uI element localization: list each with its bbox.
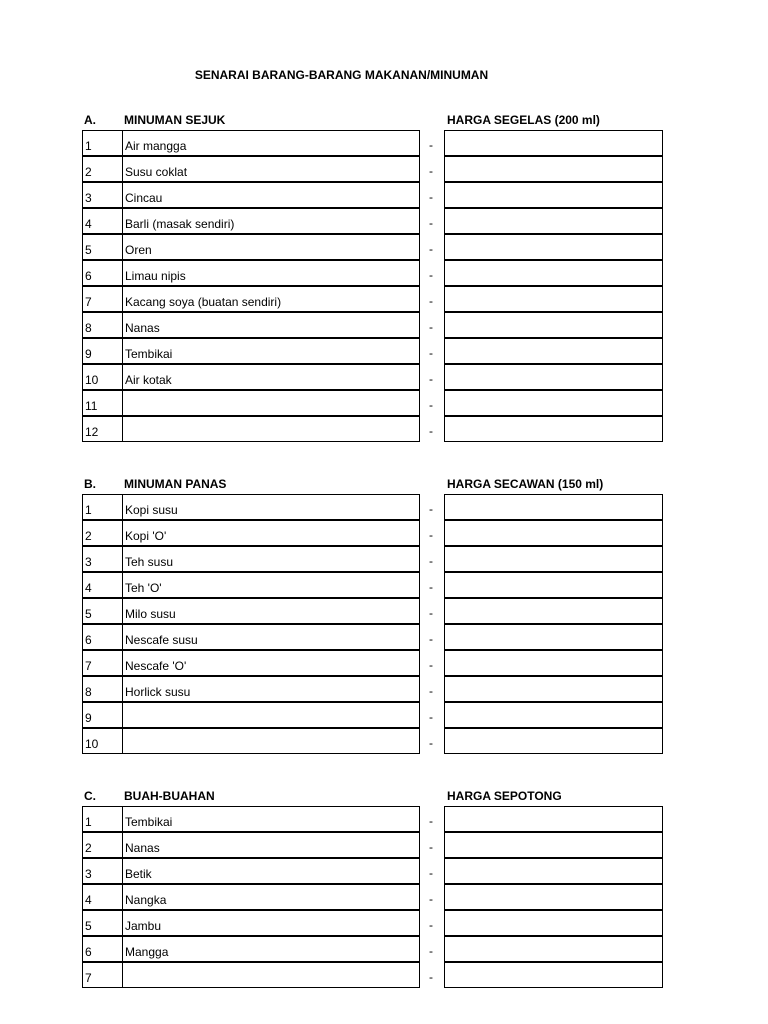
price-cell[interactable] xyxy=(444,806,663,832)
item-name-cell[interactable]: Nanas xyxy=(122,832,420,858)
dash-separator: - xyxy=(429,164,433,178)
table-row xyxy=(82,208,663,234)
price-cell[interactable] xyxy=(444,546,663,572)
dash-separator: - xyxy=(429,268,433,282)
price-cell[interactable] xyxy=(444,364,663,390)
row-number: 6 xyxy=(82,260,122,286)
dash-separator: - xyxy=(429,320,433,334)
row-number: 4 xyxy=(82,208,122,234)
row-number: 5 xyxy=(82,910,122,936)
section-letter: A. xyxy=(84,113,96,127)
item-table xyxy=(82,806,663,988)
row-number: 5 xyxy=(82,234,122,260)
price-cell[interactable] xyxy=(444,520,663,546)
table-row xyxy=(82,520,663,546)
row-number: 2 xyxy=(82,520,122,546)
row-number: 5 xyxy=(82,598,122,624)
row-number: 4 xyxy=(82,884,122,910)
dash-separator: - xyxy=(429,710,433,724)
table-row xyxy=(82,260,663,286)
price-cell[interactable] xyxy=(444,260,663,286)
dash-separator: - xyxy=(429,398,433,412)
item-name-cell[interactable]: Nanas xyxy=(122,312,420,338)
row-number: 6 xyxy=(82,936,122,962)
item-name-cell[interactable]: Limau nipis xyxy=(122,260,420,286)
table-row xyxy=(82,182,663,208)
row-number: 4 xyxy=(82,572,122,598)
dash-separator: - xyxy=(429,658,433,672)
price-cell[interactable] xyxy=(444,416,663,442)
row-number: 11 xyxy=(82,390,122,416)
row-number: 8 xyxy=(82,676,122,702)
item-name-cell[interactable]: Barli (masak sendiri) xyxy=(122,208,420,234)
table-row xyxy=(82,286,663,312)
table-row xyxy=(82,494,663,520)
table-row xyxy=(82,624,663,650)
price-cell[interactable] xyxy=(444,572,663,598)
item-name-cell[interactable]: Cincau xyxy=(122,182,420,208)
section-header xyxy=(82,476,663,494)
row-number: 8 xyxy=(82,312,122,338)
price-cell[interactable] xyxy=(444,338,663,364)
table-row xyxy=(82,364,663,390)
price-cell[interactable] xyxy=(444,208,663,234)
item-name-cell[interactable] xyxy=(122,728,420,754)
table-row xyxy=(82,312,663,338)
dash-separator: - xyxy=(429,294,433,308)
row-number: 10 xyxy=(82,728,122,754)
row-number: 3 xyxy=(82,546,122,572)
table-row xyxy=(82,416,663,442)
price-column-header: HARGA SECAWAN (150 ml) xyxy=(447,477,604,491)
dash-separator: - xyxy=(429,970,433,984)
item-name-cell[interactable]: Jambu xyxy=(122,910,420,936)
dash-separator: - xyxy=(429,346,433,360)
item-name-cell[interactable]: Oren xyxy=(122,234,420,260)
table-row xyxy=(82,858,663,884)
page-title: SENARAI BARANG-BARANG MAKANAN/MINUMAN xyxy=(194,68,489,82)
price-cell[interactable] xyxy=(444,494,663,520)
price-cell[interactable] xyxy=(444,910,663,936)
dash-separator: - xyxy=(429,242,433,256)
dash-separator: - xyxy=(429,866,433,880)
row-number: 9 xyxy=(82,702,122,728)
item-name-cell[interactable]: Nescafe susu xyxy=(122,624,420,650)
table-row xyxy=(82,390,663,416)
item-name-cell[interactable]: Tembikai xyxy=(122,338,420,364)
dash-separator: - xyxy=(429,944,433,958)
price-cell[interactable] xyxy=(444,728,663,754)
section-title: MINUMAN PANAS xyxy=(124,477,227,491)
item-name-cell[interactable]: Kacang soya (buatan sendiri) xyxy=(122,286,420,312)
price-cell[interactable] xyxy=(444,858,663,884)
table-row xyxy=(82,234,663,260)
price-cell[interactable] xyxy=(444,130,663,156)
row-number: 7 xyxy=(82,650,122,676)
price-column-header: HARGA SEPOTONG xyxy=(447,789,562,803)
price-cell[interactable] xyxy=(444,624,663,650)
row-number: 2 xyxy=(82,832,122,858)
price-cell[interactable] xyxy=(444,650,663,676)
section-header xyxy=(82,112,663,130)
table-row xyxy=(82,884,663,910)
item-name-cell[interactable]: Nescafe 'O' xyxy=(122,650,420,676)
item-name-cell[interactable]: Kopi 'O' xyxy=(122,520,420,546)
row-number: 1 xyxy=(82,806,122,832)
dash-separator: - xyxy=(429,814,433,828)
item-name-cell[interactable] xyxy=(122,390,420,416)
dash-separator: - xyxy=(429,632,433,646)
table-row xyxy=(82,546,663,572)
dash-separator: - xyxy=(429,554,433,568)
section-letter: C. xyxy=(84,789,96,803)
section-title: BUAH-BUAHAN xyxy=(124,789,215,803)
price-cell[interactable] xyxy=(444,702,663,728)
item-name-cell[interactable] xyxy=(122,962,420,988)
table-row xyxy=(82,650,663,676)
section-header xyxy=(82,788,663,806)
row-number: 6 xyxy=(82,624,122,650)
price-cell[interactable] xyxy=(444,962,663,988)
item-name-cell[interactable]: Air kotak xyxy=(122,364,420,390)
dash-separator: - xyxy=(429,736,433,750)
price-cell[interactable] xyxy=(444,936,663,962)
dash-separator: - xyxy=(429,502,433,516)
row-number: 12 xyxy=(82,416,122,442)
table-row xyxy=(82,130,663,156)
price-cell[interactable] xyxy=(444,286,663,312)
item-name-cell[interactable]: Tembikai xyxy=(122,806,420,832)
dash-separator: - xyxy=(429,918,433,932)
dash-separator: - xyxy=(429,424,433,438)
row-number: 7 xyxy=(82,962,122,988)
dash-separator: - xyxy=(429,138,433,152)
table-row xyxy=(82,806,663,832)
price-cell[interactable] xyxy=(444,884,663,910)
item-name-cell[interactable]: Air mangga xyxy=(122,130,420,156)
table-row xyxy=(82,728,663,754)
dash-separator: - xyxy=(429,684,433,698)
row-number: 10 xyxy=(82,364,122,390)
dash-separator: - xyxy=(429,372,433,386)
section-minuman-sejuk xyxy=(82,112,663,442)
item-name-cell[interactable]: Nangka xyxy=(122,884,420,910)
price-column-header: HARGA SEGELAS (200 ml) xyxy=(447,113,600,127)
item-name-cell[interactable]: Mangga xyxy=(122,936,420,962)
item-table xyxy=(82,130,663,442)
table-row xyxy=(82,598,663,624)
price-cell[interactable] xyxy=(444,156,663,182)
price-cell[interactable] xyxy=(444,598,663,624)
row-number: 9 xyxy=(82,338,122,364)
item-name-cell[interactable] xyxy=(122,416,420,442)
section-letter: B. xyxy=(84,477,96,491)
item-name-cell[interactable]: Teh 'O' xyxy=(122,572,420,598)
row-number: 3 xyxy=(82,182,122,208)
item-name-cell[interactable] xyxy=(122,702,420,728)
table-row xyxy=(82,962,663,988)
table-row xyxy=(82,338,663,364)
dash-separator: - xyxy=(429,606,433,620)
table-row xyxy=(82,156,663,182)
item-name-cell[interactable]: Kopi susu xyxy=(122,494,420,520)
table-row xyxy=(82,702,663,728)
table-row xyxy=(82,676,663,702)
price-cell[interactable] xyxy=(444,832,663,858)
table-row xyxy=(82,832,663,858)
price-cell[interactable] xyxy=(444,312,663,338)
table-row xyxy=(82,572,663,598)
section-minuman-panas xyxy=(82,476,663,754)
dash-separator: - xyxy=(429,190,433,204)
item-name-cell[interactable]: Teh susu xyxy=(122,546,420,572)
item-name-cell[interactable]: Horlick susu xyxy=(122,676,420,702)
section-buah-buahan xyxy=(82,788,663,988)
row-number: 3 xyxy=(82,858,122,884)
section-title: MINUMAN SEJUK xyxy=(124,113,226,127)
row-number: 7 xyxy=(82,286,122,312)
row-number: 1 xyxy=(82,494,122,520)
price-cell[interactable] xyxy=(444,182,663,208)
dash-separator: - xyxy=(429,840,433,854)
dash-separator: - xyxy=(429,580,433,594)
dash-separator: - xyxy=(429,216,433,230)
item-table xyxy=(82,494,663,754)
row-number: 1 xyxy=(82,130,122,156)
price-cell[interactable] xyxy=(444,234,663,260)
price-cell[interactable] xyxy=(444,390,663,416)
table-row xyxy=(82,910,663,936)
price-cell[interactable] xyxy=(444,676,663,702)
dash-separator: - xyxy=(429,528,433,542)
dash-separator: - xyxy=(429,892,433,906)
item-name-cell[interactable]: Milo susu xyxy=(122,598,420,624)
table-row xyxy=(82,936,663,962)
row-number: 2 xyxy=(82,156,122,182)
item-name-cell[interactable]: Betik xyxy=(122,858,420,884)
item-name-cell[interactable]: Susu coklat xyxy=(122,156,420,182)
